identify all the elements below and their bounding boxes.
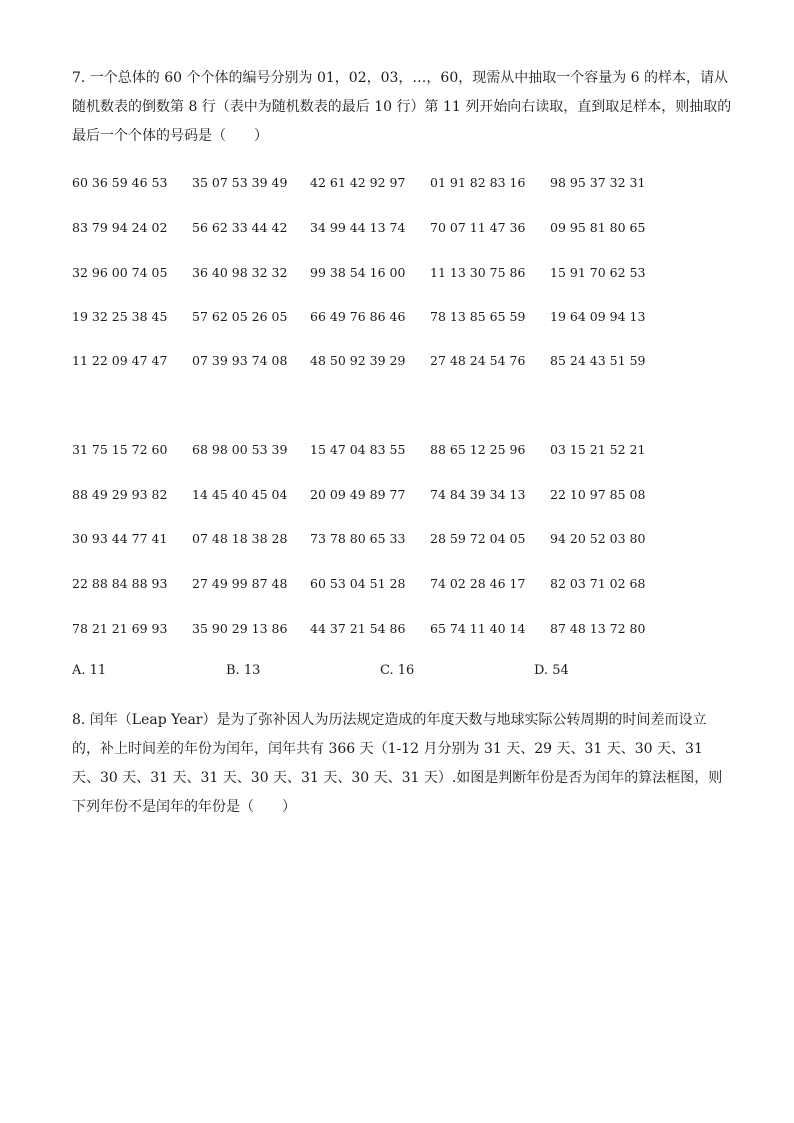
table-cell: 15 91 70 62 53 [550, 265, 646, 280]
table-cell: 27 49 99 87 48 [192, 576, 288, 591]
table-cell: 19 64 09 94 13 [550, 309, 646, 324]
table-cell: 83 79 94 24 02 [72, 220, 168, 235]
table-cell: 36 40 98 32 32 [192, 265, 288, 280]
table-cell: 85 24 43 51 59 [550, 353, 646, 368]
table-cell: 94 20 52 03 80 [550, 531, 646, 546]
table-cell: 82 03 71 02 68 [550, 576, 646, 591]
table-cell: 35 90 29 13 86 [192, 621, 288, 636]
table-cell: 65 74 11 40 14 [430, 621, 526, 636]
table-cell: 35 07 53 39 49 [192, 175, 288, 190]
table-cell: 87 48 13 72 80 [550, 621, 646, 636]
table-cell: 14 45 40 45 04 [192, 487, 288, 502]
table-cell: 32 96 00 74 05 [72, 265, 168, 280]
table-cell: 09 95 81 80 65 [550, 220, 646, 235]
table-cell: 30 93 44 77 41 [72, 531, 168, 546]
table-cell: 88 49 29 93 82 [72, 487, 168, 502]
option-a[interactable]: A. 11 [72, 663, 107, 678]
table-cell: 99 38 54 16 00 [310, 265, 406, 280]
table-cell: 68 98 00 53 39 [192, 442, 288, 457]
table-cell: 20 09 49 89 77 [310, 487, 406, 502]
table-cell: 74 02 28 46 17 [430, 576, 526, 591]
table-cell: 48 50 92 39 29 [310, 353, 406, 368]
table-cell: 11 22 09 47 47 [72, 353, 168, 368]
option-d[interactable]: D. 54 [534, 663, 569, 678]
answer-options [72, 663, 672, 683]
option-c[interactable]: C. 16 [380, 663, 415, 678]
table-cell: 60 36 59 46 53 [72, 175, 168, 190]
table-cell: 28 59 72 04 05 [430, 531, 526, 546]
table-cell: 27 48 24 54 76 [430, 353, 526, 368]
table-cell: 15 47 04 83 55 [310, 442, 406, 457]
table-cell: 78 21 21 69 93 [72, 621, 168, 636]
table-cell: 19 32 25 38 45 [72, 309, 168, 324]
table-cell: 42 61 42 92 97 [310, 175, 406, 190]
question-8-text: 8. 闰年（Leap Year）是为了弥补因人为历法规定造成的年度天数与地球实际公转周期的时间差而设立的，补上时间差的年份为闰年，闰年共有 366 天（1-12 月分别为 31 天、29 天、31 天、30 天、31 天、30 天、31 天、31 天、30 天、31 天、30 天、31 天）.如图是判断年份是否为闰年的算法框图，则下列年份不是闰年的年份是（ ） [72, 712, 723, 815]
table-cell: 78 13 85 65 59 [430, 309, 526, 324]
table-cell: 22 88 84 88 93 [72, 576, 168, 591]
table-cell: 73 78 80 65 33 [310, 531, 406, 546]
table-cell: 03 15 21 52 21 [550, 442, 646, 457]
table-cell: 07 39 93 74 08 [192, 353, 288, 368]
table-cell: 34 99 44 13 74 [310, 220, 406, 235]
table-cell: 66 49 76 86 46 [310, 309, 406, 324]
table-cell: 22 10 97 85 08 [550, 487, 646, 502]
table-cell: 11 13 30 75 86 [430, 265, 526, 280]
table-cell: 01 91 82 83 16 [430, 175, 526, 190]
table-cell: 57 62 05 26 05 [192, 309, 288, 324]
table-cell: 31 75 15 72 60 [72, 442, 168, 457]
table-cell: 88 65 12 25 96 [430, 442, 526, 457]
table-cell: 60 53 04 51 28 [310, 576, 406, 591]
option-b[interactable]: B. 13 [226, 663, 261, 678]
table-cell: 70 07 11 47 36 [430, 220, 526, 235]
table-cell: 44 37 21 54 86 [310, 621, 406, 636]
table-cell: 07 48 18 38 28 [192, 531, 288, 546]
table-cell: 98 95 37 32 31 [550, 175, 646, 190]
question-7-text: 7. 一个总体的 60 个个体的编号分别为 01，02，03，…，60，现需从中抽取一个容量为 6 的样本，请从随机数表的倒数第 8 行（表中为随机数表的最后 10 行）第 11 列开始向右读取，直到取足样本，则抽取的最后一个个体的号码是（ ） [72, 70, 732, 144]
table-cell: 56 62 33 44 42 [192, 220, 288, 235]
table-cell: 74 84 39 34 13 [430, 487, 526, 502]
